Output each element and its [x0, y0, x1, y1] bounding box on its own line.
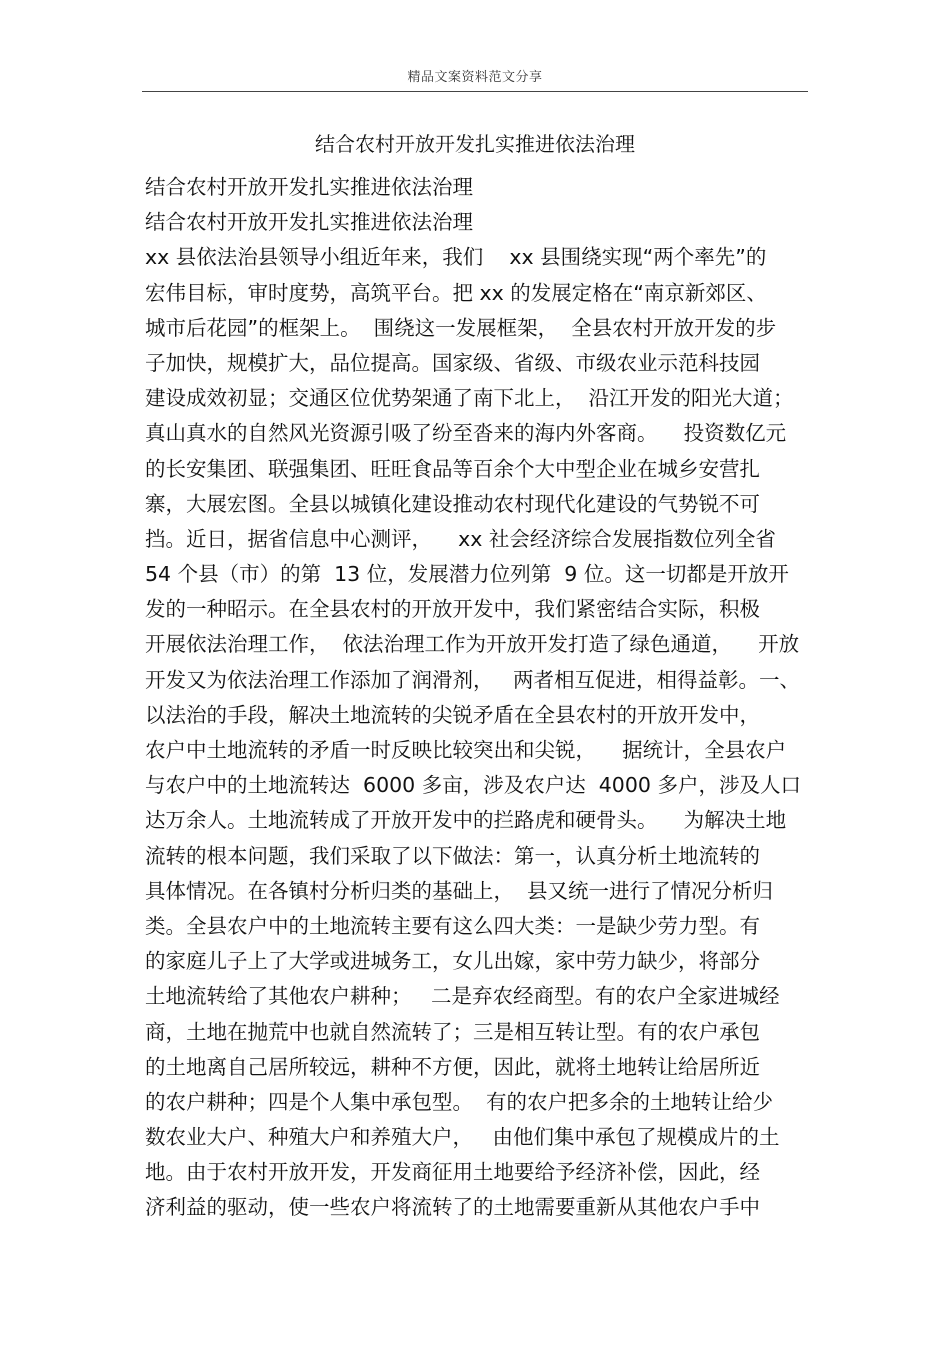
text-line: 城市后花园”的框架上。 围绕这一发展框架， 全县农村开放开发的步 [145, 315, 777, 340]
text-line: 具体情况。在各镇村分析归类的基础上， 县又统一进行了情况分析归 [145, 878, 774, 903]
text-line: 结合农村开放开发扎实推进依法治理 [145, 210, 473, 235]
text-line: 子加快，规模扩大，品位提高。国家级、省级、市级农业示范科技园 [145, 350, 760, 375]
text-line: 流转的根本问题，我们采取了以下做法：第一，认真分析土地流转的 [145, 843, 760, 868]
text-line: 土地流转给了其他农户耕种； 二是弃农经商型。有的农户全家进城经 [145, 984, 780, 1009]
text-line: 与农户中的土地流转达 6000 多亩，涉及农户达 4000 多户，涉及人口 [145, 773, 801, 798]
text-line: 的农户耕种；四是个人集中承包型。 有的农户把多余的土地转让给少 [145, 1089, 774, 1114]
text-line: 的家庭儿子上了大学或进城务工，女儿出嫁，家中劳力缺少，将部分 [145, 949, 760, 974]
text-line: 结合农村开放开发扎实推进依法治理 [145, 175, 473, 199]
document-title: 结合农村开放开发扎实推进依法治理 [315, 132, 635, 156]
text-line: 的长安集团、联强集团、旺旺食品等百余个大中型企业在城乡安营扎 [145, 456, 760, 481]
text-line: xx 县依法治县领导小组近年来，我们 xx 县围绕实现“两个率先”的 [145, 245, 767, 270]
text-line: 真山真水的自然风光资源引吸了纷至沓来的海内外客商。 投资数亿元 [145, 421, 787, 446]
text-line: 达万余人。土地流转成了开放开发中的拦路虎和硬骨头。 为解决土地 [145, 808, 787, 833]
text-line: 挡。近日，据省信息中心测评， xx 社会经济综合发展指数位列全省 [145, 526, 776, 551]
text-line: 商，土地在抛荒中也就自然流转了；三是相互转让型。有的农户承包 [145, 1019, 760, 1044]
text-line: 开发又为依法治理工作添加了润滑剂， 两者相互促进，相得益彰。一、 [145, 667, 801, 692]
page-header: 精品文案资料范文分享 [407, 70, 543, 85]
text-line: 发的一种昭示。在全县农村的开放开发中，我们紧密结合实际，积极 [145, 597, 760, 622]
text-line: 数农业大户、种殖大户和养殖大户， 由他们集中承包了规模成片的土 [145, 1125, 780, 1150]
text-line: 济利益的驱动，使一些农户将流转了的土地需要重新从其他农户手中 [145, 1195, 760, 1220]
text-line: 54 个县（市）的第 13 位，发展潜力位列第 9 位。这一切都是开放开 [145, 562, 789, 587]
header-divider [142, 91, 808, 92]
text-line: 宏伟目标，审时度势，高筑平台。把 xx 的发展定格在“南京新郊区、 [145, 280, 767, 305]
text-line: 农户中土地流转的矛盾一时反映比较突出和尖锐， 据统计，全县农户 [145, 738, 787, 762]
document-body [145, 170, 815, 1226]
text-line: 的土地离自己居所较远，耕种不方便，因此，就将土地转让给居所近 [145, 1054, 760, 1079]
text-line: 建设成效初显；交通区位优势架通了南下北上， 沿江开发的阳光大道； [145, 386, 794, 411]
text-line: 开展依法治理工作， 依法治理工作为开放开发打造了绿色通道， 开放 [145, 632, 800, 657]
text-line: 地。由于农村开放开发，开发商征用土地要给予经济补偿，因此，经 [145, 1160, 760, 1185]
text-line: 类。全县农户中的土地流转主要有这么四大类：一是缺少劳力型。有 [145, 913, 760, 938]
text-line: 寨，大展宏图。全县以城镇化建设推动农村现代化建设的气势锐不可 [145, 491, 760, 516]
text-line: 以法治的手段，解决土地流转的尖锐矛盾在全县农村的开放开发中， [145, 702, 760, 727]
